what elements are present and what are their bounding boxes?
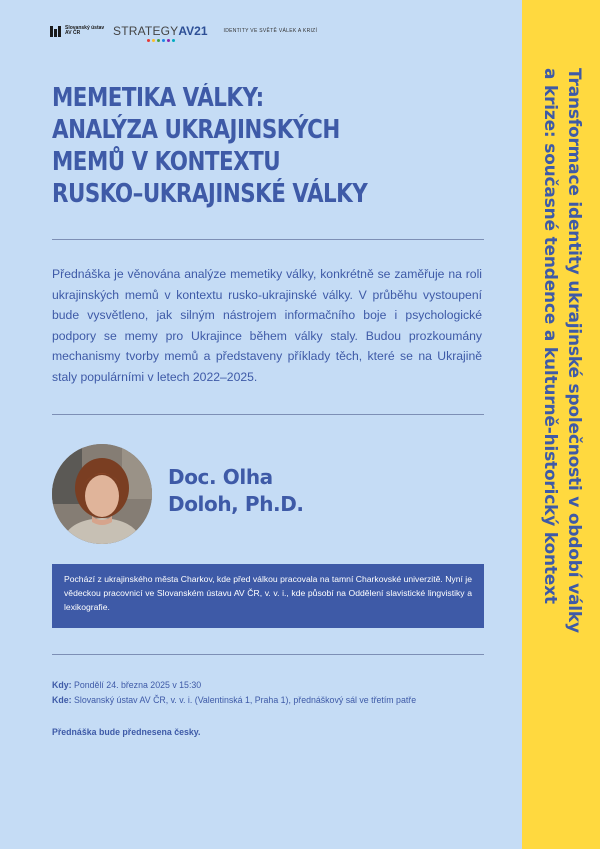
title-line: MEMŮ V KONTEXTU — [52, 147, 281, 177]
speaker-name-line: Doloh, Ph.D. — [168, 492, 304, 516]
strategy-dots-icon — [147, 39, 175, 42]
when-label: Kdy: — [52, 680, 72, 690]
divider — [52, 414, 484, 415]
strategy-dot — [172, 39, 175, 42]
divider — [52, 654, 484, 655]
strategy-suffix: AV21 — [178, 24, 208, 38]
sidebar-project-title — [538, 68, 586, 828]
event-when — [52, 678, 482, 693]
where-value: Slovanský ústav AV ČR, v. v. i. (Valentinská 1, Praha 1), přednáškový sál ve třetím patře — [74, 695, 417, 705]
event-where — [52, 693, 482, 708]
sidebar-line: a krize: současné tendence a kulturně-historický kontext — [540, 68, 560, 604]
title-line: MEMETIKA VÁLKY: — [52, 83, 264, 113]
strategy-logo — [113, 24, 208, 38]
strategy-dot — [167, 39, 170, 42]
strategy-dot — [147, 39, 150, 42]
sidebar-line: Transformace identity ukrajinské společnosti v období války — [564, 68, 584, 633]
strategy-dot — [157, 39, 160, 42]
strategy-dot — [162, 39, 165, 42]
header-logos — [50, 22, 317, 40]
title-line: RUSKO–UKRAJINSKÉ VÁLKY — [52, 179, 368, 209]
institute-logo — [50, 26, 105, 37]
institute-logo-icon — [50, 26, 62, 37]
header-tagline: IDENTITY VE SVĚTĚ VÁLEK A KRIZÍ — [223, 28, 318, 34]
divider — [52, 239, 484, 240]
lecture-title — [52, 82, 405, 210]
event-info — [52, 678, 482, 708]
where-label: Kde: — [52, 695, 72, 705]
speaker-name — [168, 464, 304, 518]
speaker-bio: Pochází z ukrajinského města Charkov, kde před válkou pracovala na tamní Charkovské univerzitě. Nyní je vědeckou pracovnicí ve Slovanském ústavu AV ČR, v. v. i., kde působí na Oddělení slavistické lingvistiky a lexikografie. — [52, 564, 484, 628]
institute-name: Slovanský ústav AV ČR — [65, 24, 105, 36]
title-line: ANALÝZA UKRAJINSKÝCH — [52, 115, 340, 145]
strategy-prefix: STRATEGY — [113, 24, 179, 38]
when-value: Pondělí 24. března 2025 v 15:30 — [74, 680, 202, 690]
language-note: Přednáška bude přednesena česky. — [52, 727, 201, 737]
speaker-portrait-icon — [52, 444, 152, 544]
speaker-name-line: Doc. Olha — [168, 465, 273, 489]
lecture-abstract: Přednáška je věnována analýze memetiky války, konkrétně se zaměřuje na roli ukrajinských memů v kontextu rusko-ukrajinské války. V průběhu vystoupení bude vysvětleno, jak silným nástrojem informačního boje i psychologické podpory se memy pro Ukrajince během války staly. Budou prozkoumány mechanismy tvorby memů a představeny příklady těch, které se na Ukrajině staly populárními v letech 2022–2025. — [52, 267, 482, 384]
speaker-photo — [52, 444, 152, 544]
strategy-dot — [152, 39, 155, 42]
